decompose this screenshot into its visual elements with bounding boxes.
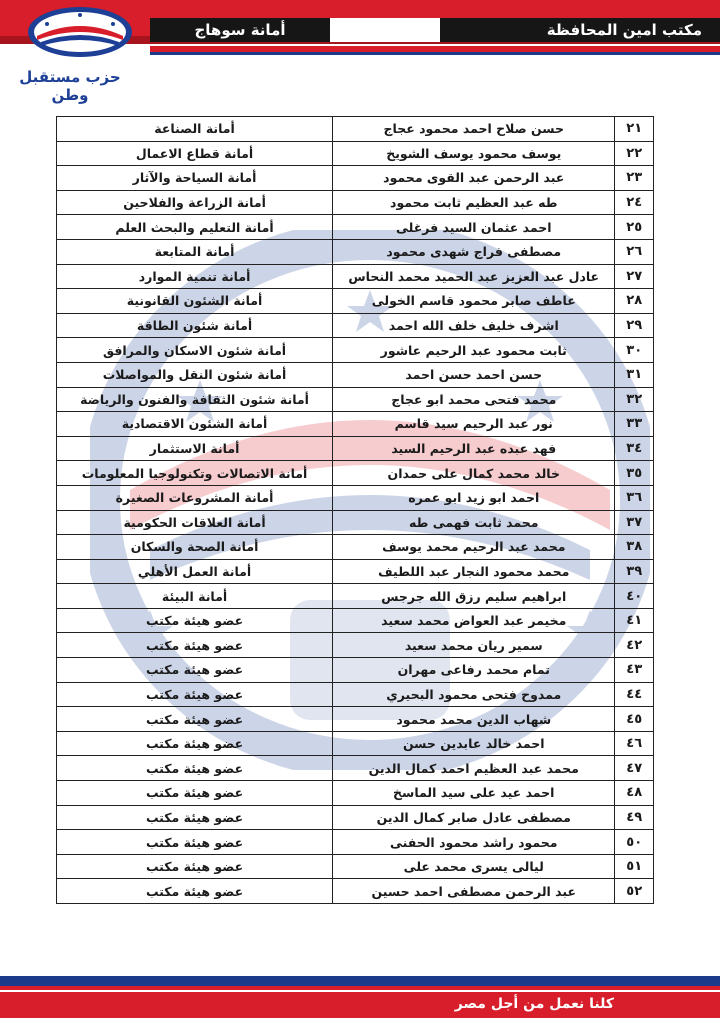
row-number: ٢٣ <box>615 166 654 191</box>
table-row <box>57 289 654 314</box>
row-number: ٥٠ <box>615 830 654 855</box>
member-name: احمد عيد على سيد الماسخ <box>333 781 615 806</box>
member-name: احمد ابو زيد ابو عمره <box>333 485 615 510</box>
table-row <box>57 658 654 683</box>
member-name: خالد محمد كمال على حمدان <box>333 461 615 486</box>
member-role: أمانة تنمية الموارد <box>57 264 333 289</box>
member-name: عبد الرحمن مصطفى احمد حسين <box>333 879 615 904</box>
table-row <box>57 117 654 142</box>
party-logo <box>22 6 140 76</box>
member-name: فهد عبده عبد الرحيم السيد <box>333 436 615 461</box>
table-row <box>57 166 654 191</box>
table-row <box>57 559 654 584</box>
member-role: عضو هيئة مكتب <box>57 805 333 830</box>
member-name: اشرف خليف خلف الله احمد <box>333 313 615 338</box>
table-row <box>57 239 654 264</box>
member-role: أمانة العلاقات الحكومية <box>57 510 333 535</box>
table-row <box>57 830 654 855</box>
table-row <box>57 584 654 609</box>
member-name: محمود راشد محمود الحفنى <box>333 830 615 855</box>
table-row <box>57 461 654 486</box>
header-right-title: مكتب امين المحافظة <box>546 21 702 39</box>
member-role: عضو هيئة مكتب <box>57 682 333 707</box>
table-row <box>57 682 654 707</box>
member-name: مصطفى عادل صابر كمال الدين <box>333 805 615 830</box>
row-number: ٣٤ <box>615 436 654 461</box>
member-name: ثابت محمود عبد الرحيم عاشور <box>333 338 615 363</box>
member-name: مخيمر عبد العواض محمد سعيد <box>333 608 615 633</box>
row-number: ٣٧ <box>615 510 654 535</box>
header-left-title: أمانة سوهاج <box>194 21 286 39</box>
row-number: ٢٨ <box>615 289 654 314</box>
member-role: أمانة الزراعة والفلاحين <box>57 190 333 215</box>
member-role: أمانة المتابعة <box>57 239 333 264</box>
table-row <box>57 190 654 215</box>
row-number: ٤٢ <box>615 633 654 658</box>
row-number: ٢١ <box>615 117 654 142</box>
member-role: عضو هيئة مكتب <box>57 854 333 879</box>
table-row <box>57 362 654 387</box>
member-name: عبد الرحمن عبد القوى محمود <box>333 166 615 191</box>
member-name: عادل عبد العزيز عبد الحميد محمد النحاس <box>333 264 615 289</box>
member-role: أمانة الشئون الاقتصادية <box>57 412 333 437</box>
party-emblem-icon <box>27 6 133 58</box>
row-number: ٤٤ <box>615 682 654 707</box>
table-row <box>57 485 654 510</box>
row-number: ٤٥ <box>615 707 654 732</box>
table-row <box>57 608 654 633</box>
member-name: شهاب الدين محمد محمود <box>333 707 615 732</box>
row-number: ٢٧ <box>615 264 654 289</box>
table-row <box>57 313 654 338</box>
member-name: مصطفى فراج شهدى محمود <box>333 239 615 264</box>
table-row <box>57 510 654 535</box>
row-number: ٢٦ <box>615 239 654 264</box>
member-role: أمانة البيئة <box>57 584 333 609</box>
table-row <box>57 854 654 879</box>
row-number: ٤٧ <box>615 756 654 781</box>
member-role: أمانة الاتصالات وتكنولوجيا المعلومات <box>57 461 333 486</box>
row-number: ٤٦ <box>615 731 654 756</box>
row-number: ٣٣ <box>615 412 654 437</box>
row-number: ٣٢ <box>615 387 654 412</box>
header-gap <box>330 18 440 42</box>
member-role: أمانة الصحة والسكان <box>57 535 333 560</box>
members-table-body <box>57 117 654 904</box>
row-number: ٣٠ <box>615 338 654 363</box>
member-name: ممدوح فتحى محمود البحيري <box>333 682 615 707</box>
member-role: عضو هيئة مكتب <box>57 731 333 756</box>
row-number: ٥٢ <box>615 879 654 904</box>
table-row <box>57 436 654 461</box>
table-row <box>57 215 654 240</box>
table-row <box>57 141 654 166</box>
row-number: ٢٥ <box>615 215 654 240</box>
party-logo-text: حزب مستقبل وطن <box>19 68 121 104</box>
row-number: ٢٢ <box>615 141 654 166</box>
table-row <box>57 633 654 658</box>
member-name: احمد خالد عابدين حسن <box>333 731 615 756</box>
member-name: محمد عبد الرحيم محمد يوسف <box>333 535 615 560</box>
member-name: محمد فتحى محمد ابو عجاج <box>333 387 615 412</box>
row-number: ٤١ <box>615 608 654 633</box>
table-row <box>57 338 654 363</box>
member-role: عضو هيئة مكتب <box>57 879 333 904</box>
footer-divider <box>0 990 720 992</box>
member-name: سمير ريان محمد سعيد <box>333 633 615 658</box>
member-name: ابراهيم سليم رزق الله جرجس <box>333 584 615 609</box>
row-number: ٢٤ <box>615 190 654 215</box>
member-role: أمانة الاستثمار <box>57 436 333 461</box>
member-role: أمانة المشروعات الصغيرة <box>57 485 333 510</box>
member-name: محمد ثابت فهمى طه <box>333 510 615 535</box>
row-number: ٣١ <box>615 362 654 387</box>
member-name: محمد محمود النجار عبد اللطيف <box>333 559 615 584</box>
table-row <box>57 781 654 806</box>
member-role: عضو هيئة مكتب <box>57 608 333 633</box>
row-number: ٣٩ <box>615 559 654 584</box>
member-name: محمد عبد العظيم احمد كمال الدين <box>333 756 615 781</box>
member-name: حسن صلاح احمد محمود عجاج <box>333 117 615 142</box>
row-number: ٣٦ <box>615 485 654 510</box>
header-blue-stripe <box>150 52 720 55</box>
member-name: عاطف صابر محمود قاسم الخولى <box>333 289 615 314</box>
member-role: أمانة شئون الاسكان والمرافق <box>57 338 333 363</box>
row-number: ٣٥ <box>615 461 654 486</box>
footer-blue-band <box>0 976 720 986</box>
table-row <box>57 756 654 781</box>
member-role: أمانة السياحة والآثار <box>57 166 333 191</box>
footer-slogan: كلنا نعمل من أجل مصر <box>454 996 614 1012</box>
member-role: عضو هيئة مكتب <box>57 658 333 683</box>
member-name: نور عبد الرحيم سيد قاسم <box>333 412 615 437</box>
member-name: يوسف محمود يوسف الشويخ <box>333 141 615 166</box>
member-role: أمانة شئون الثقافة والفنون والرياضة <box>57 387 333 412</box>
member-role: عضو هيئة مكتب <box>57 781 333 806</box>
row-number: ٤٠ <box>615 584 654 609</box>
row-number: ٢٩ <box>615 313 654 338</box>
table-row <box>57 535 654 560</box>
member-role: أمانة الصناعة <box>57 117 333 142</box>
member-role: أمانة شئون الطاقة <box>57 313 333 338</box>
table-row <box>57 805 654 830</box>
member-name: طه عبد العظيم ثابت محمود <box>333 190 615 215</box>
row-number: ٥١ <box>615 854 654 879</box>
member-name: ليالى يسرى محمد على <box>333 854 615 879</box>
member-name: احمد عثمان السيد فرغلى <box>333 215 615 240</box>
member-role: عضو هيئة مكتب <box>57 756 333 781</box>
member-role: عضو هيئة مكتب <box>57 830 333 855</box>
table-row <box>57 264 654 289</box>
member-role: أمانة العمل الأهلي <box>57 559 333 584</box>
member-role: أمانة قطاع الاعمال <box>57 141 333 166</box>
member-name: حسن احمد حسن احمد <box>333 362 615 387</box>
row-number: ٤٣ <box>615 658 654 683</box>
member-role: أمانة الشئون القانونية <box>57 289 333 314</box>
members-table <box>56 116 654 904</box>
member-role: أمانة التعليم والبحث العلم <box>57 215 333 240</box>
table-row <box>57 387 654 412</box>
row-number: ٤٩ <box>615 805 654 830</box>
table-row <box>57 707 654 732</box>
member-name: تمام محمد رفاعى مهران <box>333 658 615 683</box>
row-number: ٣٨ <box>615 535 654 560</box>
member-role: عضو هيئة مكتب <box>57 633 333 658</box>
row-number: ٤٨ <box>615 781 654 806</box>
table-row <box>57 879 654 904</box>
table-row <box>57 412 654 437</box>
member-role: عضو هيئة مكتب <box>57 707 333 732</box>
member-role: أمانة شئون النقل والمواصلات <box>57 362 333 387</box>
table-row <box>57 731 654 756</box>
